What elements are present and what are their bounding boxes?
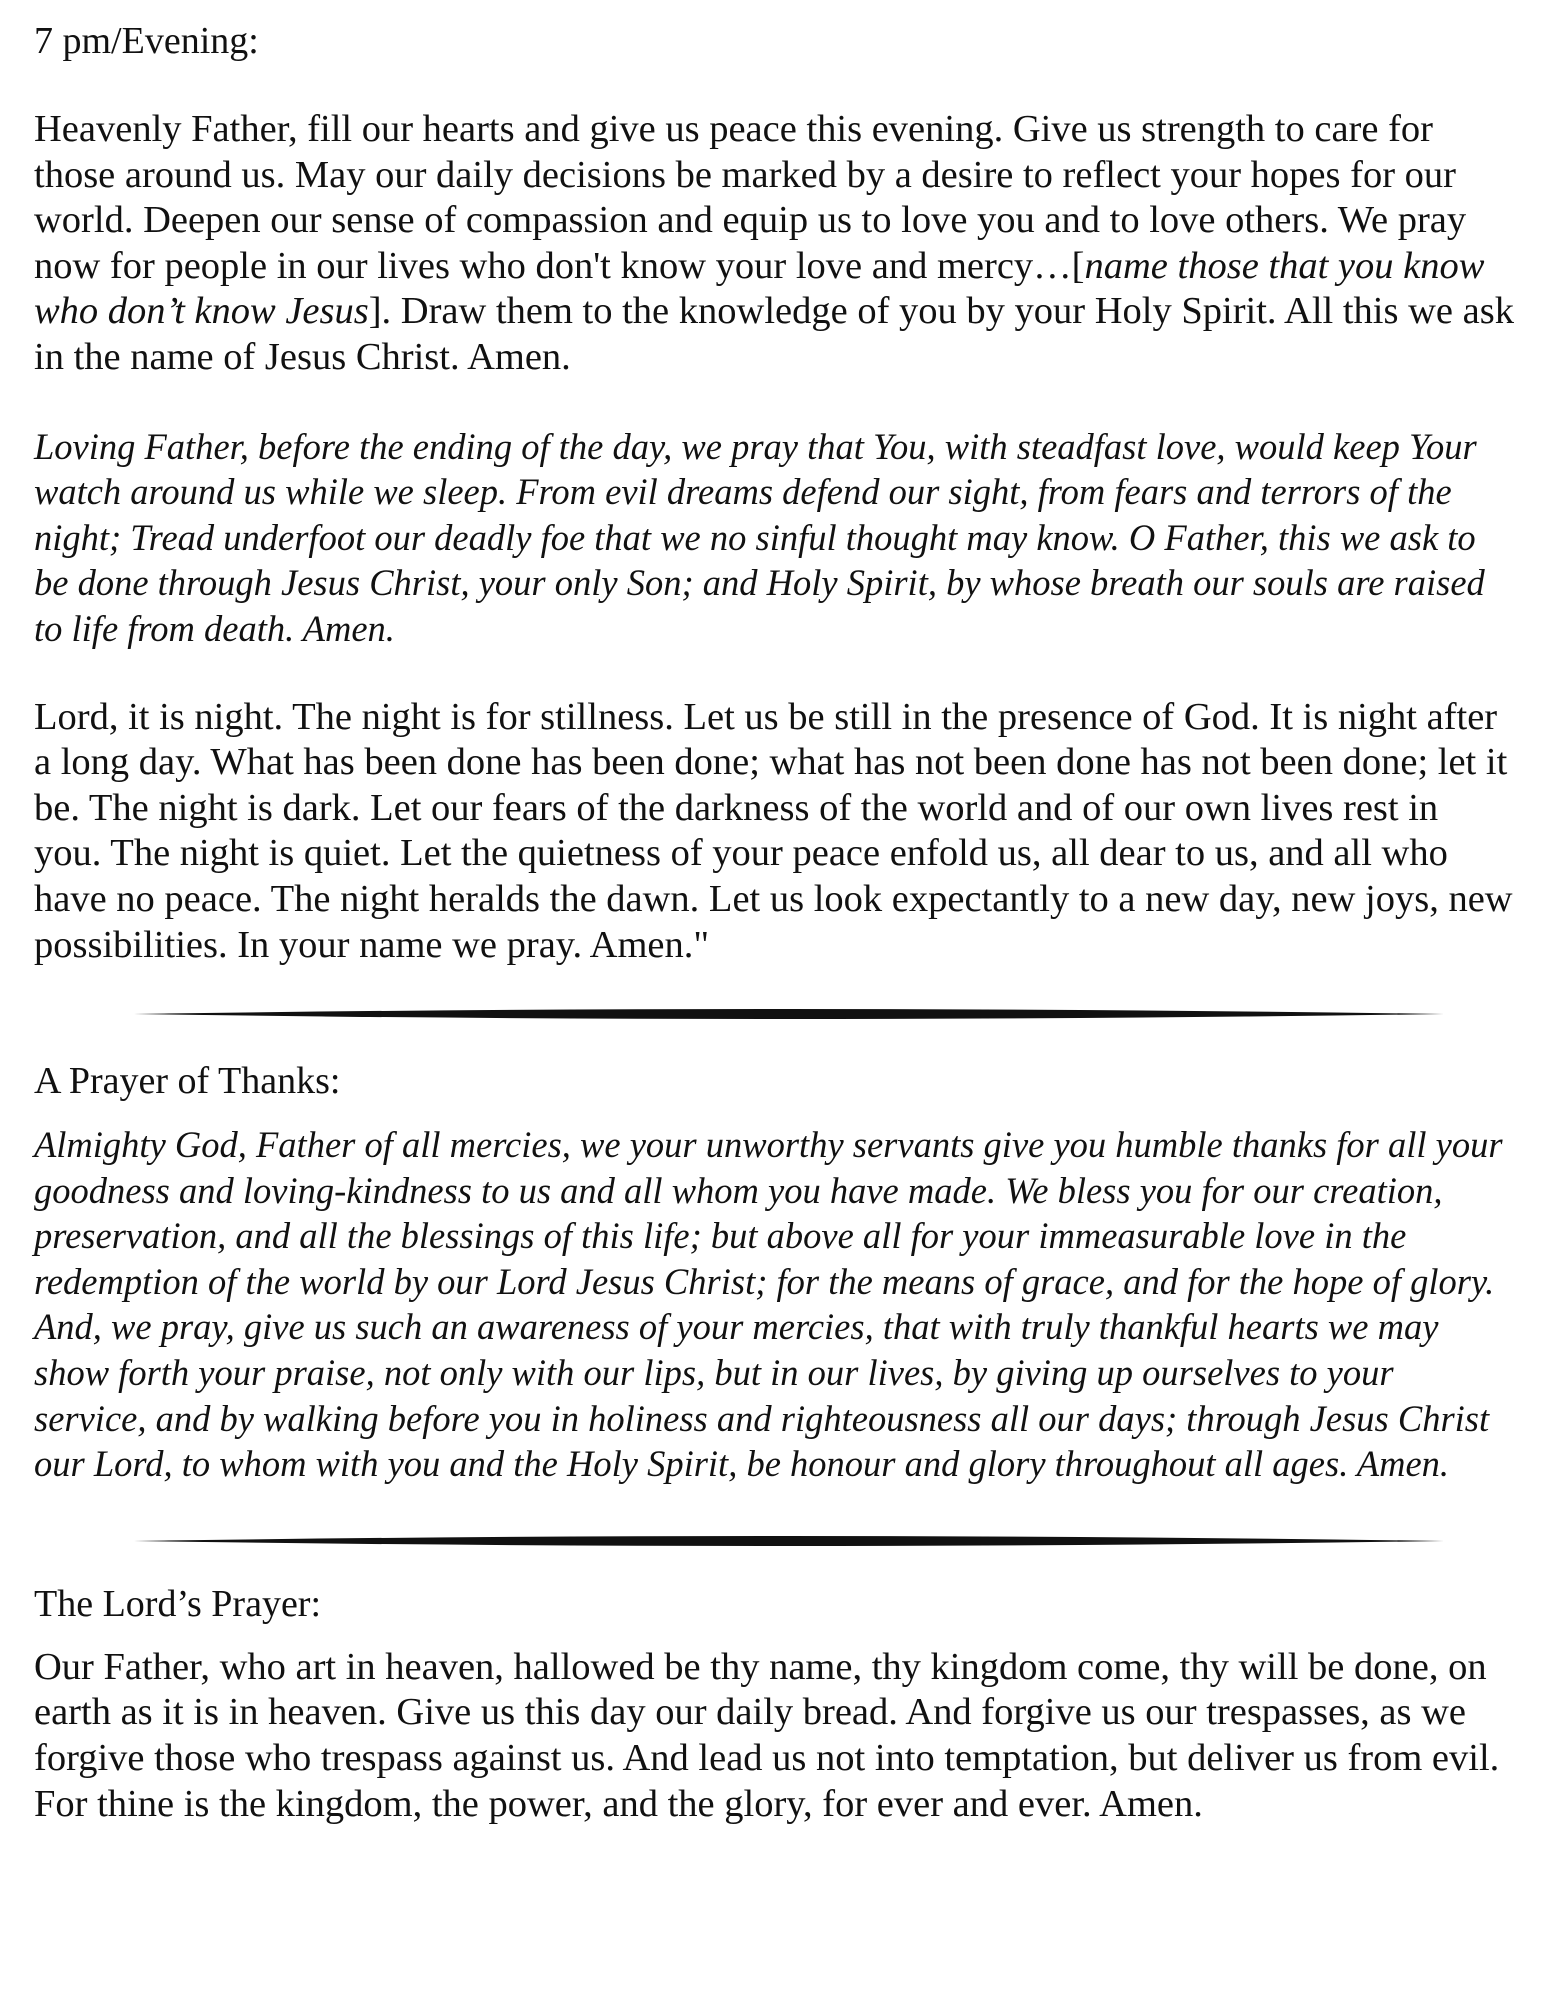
evening-prayer-3: Lord, it is night. The night is for stillness. Let us be still in the presence of God. It is night after a long day. What has been done has been done; what has not been done has not been done; let it be. The night is dark. Let our fears of the darkness of the world and of our own lives rest in you. The night is quiet. Let the quietness of your peace enfold us, all dear to us, and all who have no peace. The night heralds the dawn. Let us look expectantly to a new day, new joys, new possibilities. In your name we pray. Amen." — [34, 695, 1513, 966]
thanks-prayer: Almighty God, Father of all mercies, we your unworthy servants give you humble thanks for all your goodness and loving-kindness to us and all whom you have made. We bless you for our creation, preservation, and all the blessings of this life; but above all for your immeasurable love in the redemption of the world by our Lord Jesus Christ; for the means of grace, and for the hope of glory. And, we pray, give us such an awareness of your mercies, that with truly thankful hearts we may show forth your praise, not only with our lips, but in our lives, by giving up ourselves to your service, and by walking before you in holiness and righteousness all our days; through Jesus Christ our Lord, to whom with you and the Holy Spirit, be honour and glory throughout all ages. Amen. — [34, 1124, 1503, 1485]
document-page — [34, 18, 1514, 1827]
evening-prayer-1-italic-insert: name those that you know who don’t know Jesus — [34, 244, 1485, 333]
section-divider — [134, 1006, 1444, 1022]
evening-heading: 7 pm/Evening: — [34, 20, 259, 62]
evening-prayer-2: Loving Father, before the ending of the day, we pray that You, with steadfast love, would keep Your watch around us while we sleep. From evil dreams defend our sight, from fears and terrors of the night; Tread underfoot our deadly foe that we no sinful thought may know. O Father, this we ask to be done through Jesus Christ, your only Son; and Holy Spirit, by whose breath our souls are raised to life from death. Amen. — [34, 425, 1485, 649]
evening-prayer-1-after: ]. Draw them to the knowledge of you by your Holy Spirit. All this we ask in the name of Jesus Christ. Amen. — [34, 290, 1514, 378]
section-divider — [134, 1533, 1444, 1549]
lords-prayer-heading: The Lord’s Prayer: — [34, 1582, 322, 1625]
thanks-heading: A Prayer of Thanks: — [34, 1060, 341, 1103]
lords-prayer-text: Our Father, who art in heaven, hallowed be thy name, thy kingdom come, thy will be done, on earth as it is in heaven. Give us this day our daily bread. And forgive us our trespasses, as we forgive those who trespass against us. And lead us not into temptation, but deliver us from evil. For thine is the kingdom, the power, and the glory, for ever and ever. Amen. — [34, 1645, 1500, 1825]
evening-prayer-1-before: Heavenly Father, fill our hearts and give us peace this evening. Give us strength to care for those around us. May our daily decisions be marked by a desire to reflect your hopes for our world. Deepen our sense of compassion and equip us to love you and to love others. We pray now for people in our lives who don't know your love and mercy…[ — [34, 108, 1467, 287]
evening-prayer-1 — [34, 107, 1514, 381]
